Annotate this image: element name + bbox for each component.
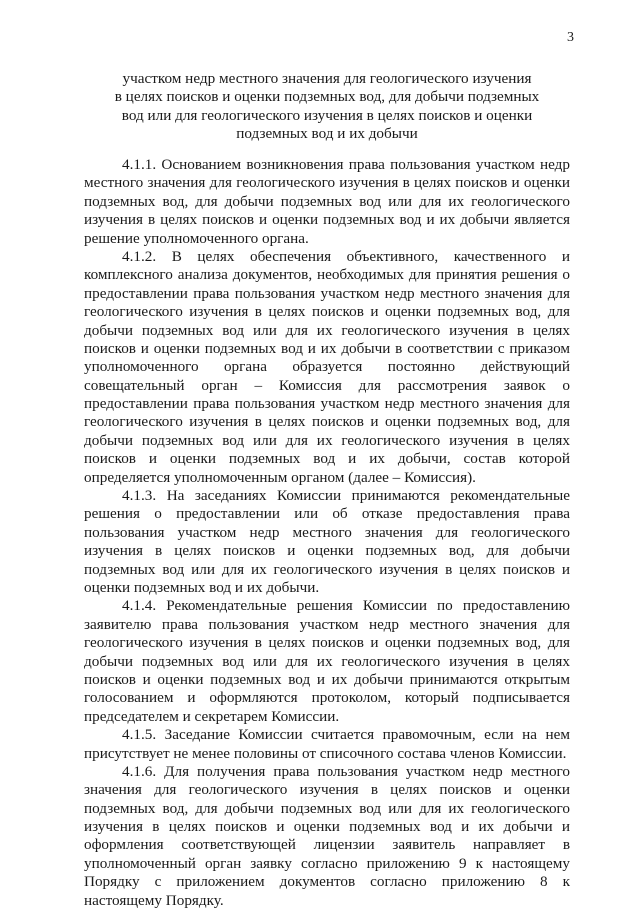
paragraph-4-1-2 bbox=[84, 248, 570, 487]
paragraph-line: геологического изучения в целях поисков и оценки подземных вод, для bbox=[84, 303, 570, 321]
paragraph-line: пользования участком недр местного значения для геологического bbox=[84, 523, 570, 541]
paragraph-line: настоящему Порядку. bbox=[84, 891, 224, 909]
page-number: 3 bbox=[567, 30, 574, 45]
heading-line: участком недр местного значения для геологического изучения bbox=[122, 70, 532, 87]
paragraph-line: определяется уполномоченным органом (далее – Комиссия). bbox=[84, 468, 476, 486]
paragraph-line: присутствует не менее половины от списочного состава членов Комиссии. bbox=[84, 744, 567, 762]
paragraph-line: значения для геологического изучения в целях поисков и оценки bbox=[84, 781, 570, 799]
paragraph-4-1-5 bbox=[84, 726, 570, 763]
paragraph-line: уполномоченный орган заявку согласно приложению 9 к настоящему bbox=[84, 854, 570, 872]
paragraph-line: добычи подземных вод или для их геологического изучения в целях bbox=[84, 431, 570, 449]
paragraph-line: местного значения для геологического изучения в целях поисков и оценки bbox=[84, 174, 570, 192]
paragraph-line: изучения в целях поисков и оценки подземных вод, для добычи bbox=[84, 542, 570, 560]
paragraph-line: 4.1.5. Заседание Комиссии считается правомочным, если на нем bbox=[122, 726, 570, 744]
paragraph-line: решения о предоставлении или об отказе предоставления права bbox=[84, 505, 570, 523]
paragraph-line: добычи подземных вод или для их геологического изучения в целях bbox=[84, 652, 570, 670]
paragraph-line: председателем и секретарем Комиссии. bbox=[84, 707, 340, 725]
paragraph-line: добычи подземных вод или для их геологического изучения в целях bbox=[84, 321, 570, 339]
paragraph-line: изучения в целях поисков и оценки подземных вод и их добычи и bbox=[84, 818, 570, 836]
paragraph-4-1-6 bbox=[84, 763, 570, 910]
section-heading bbox=[85, 70, 569, 144]
paragraph-line: подземных вод, для добычи подземных вод или для их геологического bbox=[84, 192, 570, 210]
paragraph-line: предоставлении права пользования участком недр местного значения для bbox=[84, 395, 570, 413]
paragraph-line: изучения в целях поисков и оценки подземных вод и их добычи является bbox=[84, 211, 570, 229]
paragraph-line: 4.1.2. В целях обеспечения объективного, качественного и bbox=[122, 247, 570, 265]
paragraph-line: уполномоченного органа образуется постоянно действующий bbox=[84, 358, 570, 376]
paragraph-line: 4.1.6. Для получения права пользования участком недр местного bbox=[122, 762, 570, 780]
paragraph-line: подземных вод, для добычи подземных вод или для их геологического bbox=[84, 799, 570, 817]
paragraph-line: 4.1.4. Рекомендательные решения Комиссии по предоставлению bbox=[122, 597, 570, 615]
paragraph-line: 4.1.1. Основанием возникновения права пользования участком недр bbox=[122, 156, 570, 173]
paragraph-line: заявителю права пользования участком недр местного значения для bbox=[84, 615, 570, 633]
paragraph-line: оформления соответствующей лицензии заявитель направляет в bbox=[84, 836, 570, 854]
paragraph-line: оценки подземных вод и их добычи. bbox=[84, 578, 320, 596]
paragraph-line: Порядку с приложением документов согласно приложению 8 к bbox=[84, 873, 570, 891]
paragraph-line: поисков и оценки подземных вод и их добычи в соответствии с приказом bbox=[84, 339, 570, 357]
heading-line: в целях поисков и оценки подземных вод, для добычи подземных bbox=[114, 88, 540, 106]
paragraph-line: предоставлении права пользования участком недр местного значения для bbox=[84, 284, 570, 302]
paragraph-line: совещательный орган – Комиссия для рассмотрения заявок о bbox=[84, 376, 570, 394]
document-body bbox=[84, 156, 570, 910]
paragraph-4-1-3 bbox=[84, 487, 570, 597]
paragraph-line: геологического изучения в целях поисков и оценки подземных вод, для bbox=[84, 413, 570, 431]
heading-line: вод или для геологического изучения в целях поисков и оценки bbox=[121, 106, 533, 124]
paragraph-4-1-4 bbox=[84, 597, 570, 726]
paragraph-4-1-1 bbox=[84, 156, 570, 248]
paragraph-line: поисков и оценки подземных вод и их добычи принимаются открытым bbox=[84, 670, 570, 688]
paragraph-line: поисков и оценки подземных вод и их добычи, состав которой bbox=[84, 450, 570, 468]
paragraph-line: голосованием и оформляются протоколом, который подписывается bbox=[84, 689, 570, 707]
paragraph-line: комплексного анализа документов, необходимых для принятия решения о bbox=[84, 266, 570, 284]
paragraph-line: решение уполномоченного органа. bbox=[84, 229, 309, 247]
paragraph-line: подземных вод или для их геологического изучения в целях поисков и bbox=[84, 560, 570, 578]
paragraph-line: геологического изучения в целях поисков и оценки подземных вод, для bbox=[84, 634, 570, 652]
paragraph-line: 4.1.3. На заседаниях Комиссии принимаются рекомендательные bbox=[122, 487, 570, 505]
heading-line: подземных вод и их добычи bbox=[236, 125, 418, 143]
